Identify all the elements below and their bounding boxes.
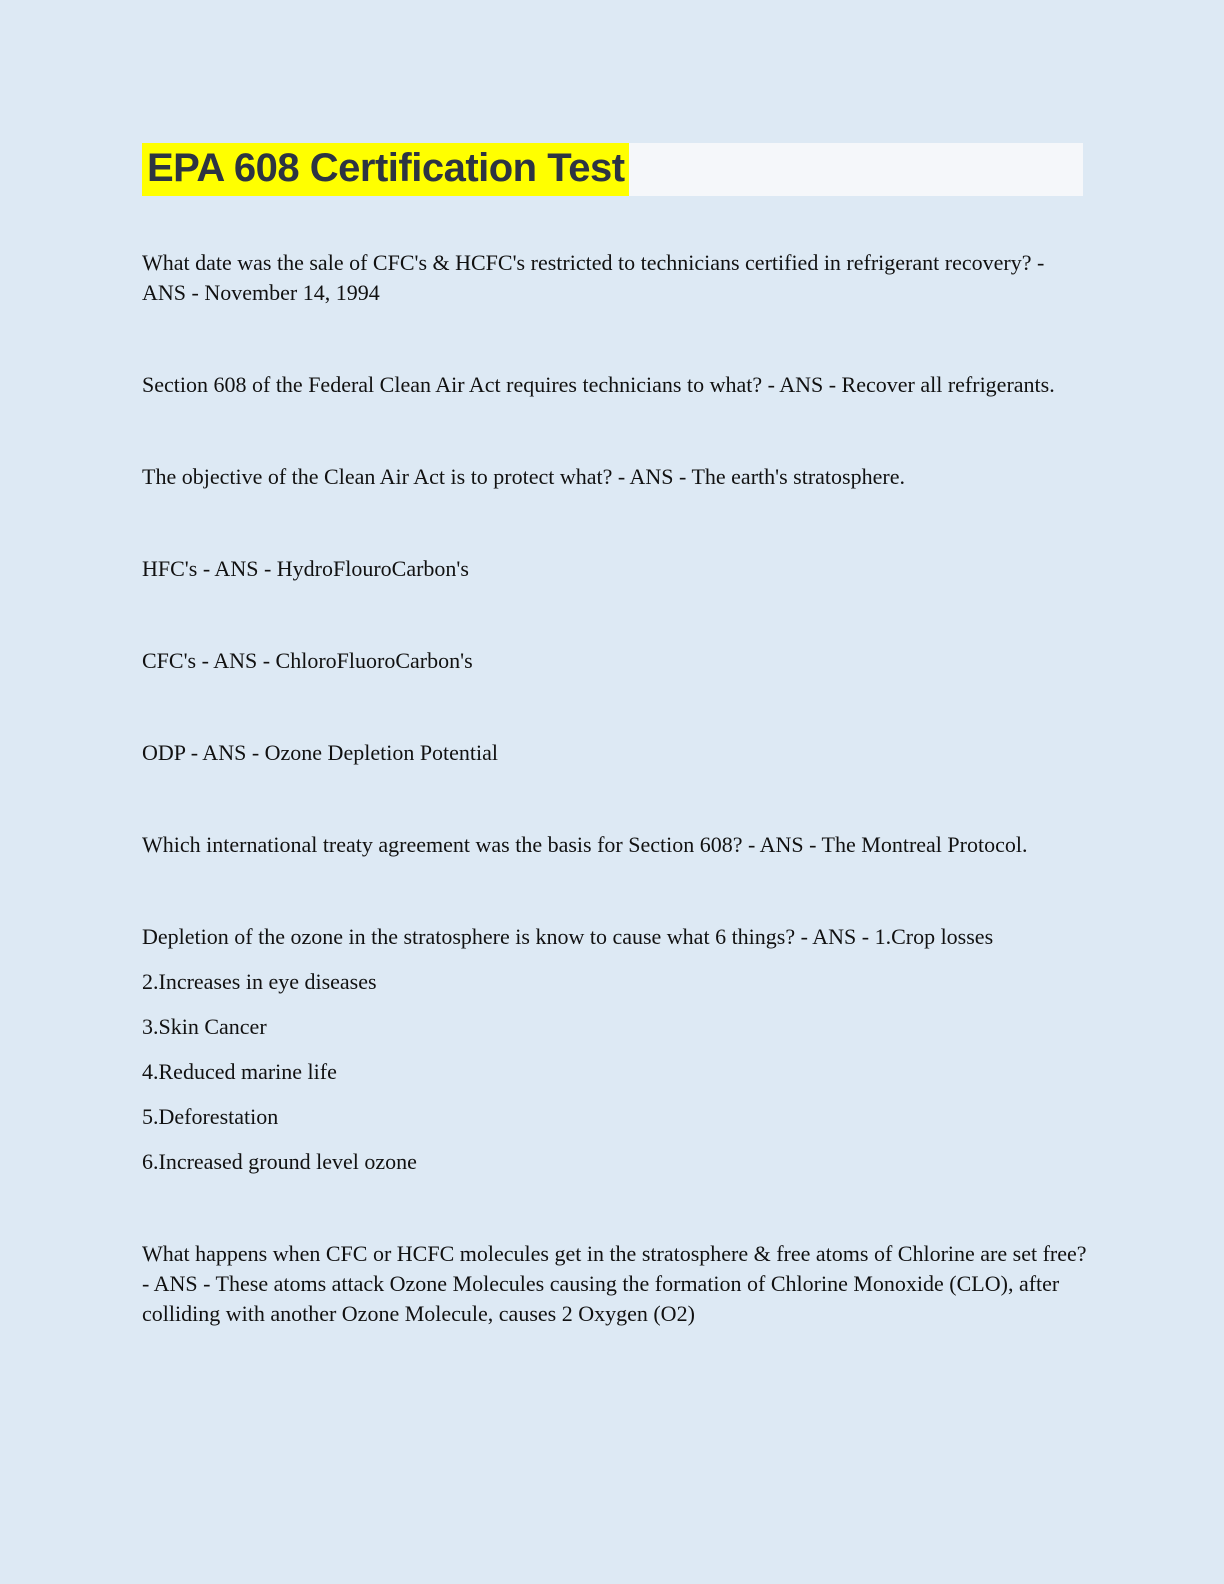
page-title-highlight: EPA 608 Certification Test xyxy=(142,143,629,196)
list-line: 3.Skin Cancer xyxy=(142,1014,267,1039)
qa-item: What happens when CFC or HCFC molecules get in the stratosphere & free atoms of Chlorine are set free? - ANS - These atoms attack Ozone Molecules causing the formation of Chlorine Monoxide (CLO), after colliding with another Ozone Molecule, causes 2 Oxygen (O2) xyxy=(142,1241,1087,1326)
list-line: 6.Increased ground level ozone xyxy=(142,1149,417,1174)
list-line: 4.Reduced marine life xyxy=(142,1059,337,1084)
qa-item: Depletion of the ozone in the stratosphere is know to cause what 6 things? - ANS - 1.Crop losses xyxy=(142,924,994,949)
qa-item: CFC's - ANS - ChloroFluoroCarbon's xyxy=(142,648,473,673)
list-line: 5.Deforestation xyxy=(142,1104,279,1129)
qa-item: Which international treaty agreement was the basis for Section 608? - ANS - The Montreal Protocol. xyxy=(142,832,1028,857)
list-line: 2.Increases in eye diseases xyxy=(142,969,377,994)
page-title xyxy=(142,143,1083,196)
document-content xyxy=(142,143,1090,1329)
qa-item: What date was the sale of CFC's & HCFC's restricted to technicians certified in refrigerant recovery? - ANS - November 14, 1994 xyxy=(142,250,1045,305)
qa-item: ODP - ANS - Ozone Depletion Potential xyxy=(142,740,499,765)
qa-item: HFC's - ANS - HydroFlouroCarbon's xyxy=(142,556,469,581)
qa-item: The objective of the Clean Air Act is to protect what? - ANS - The earth's stratosphere. xyxy=(142,464,905,489)
qa-item: Section 608 of the Federal Clean Air Act requires technicians to what? - ANS - Recover all refrigerants. xyxy=(142,372,1055,397)
